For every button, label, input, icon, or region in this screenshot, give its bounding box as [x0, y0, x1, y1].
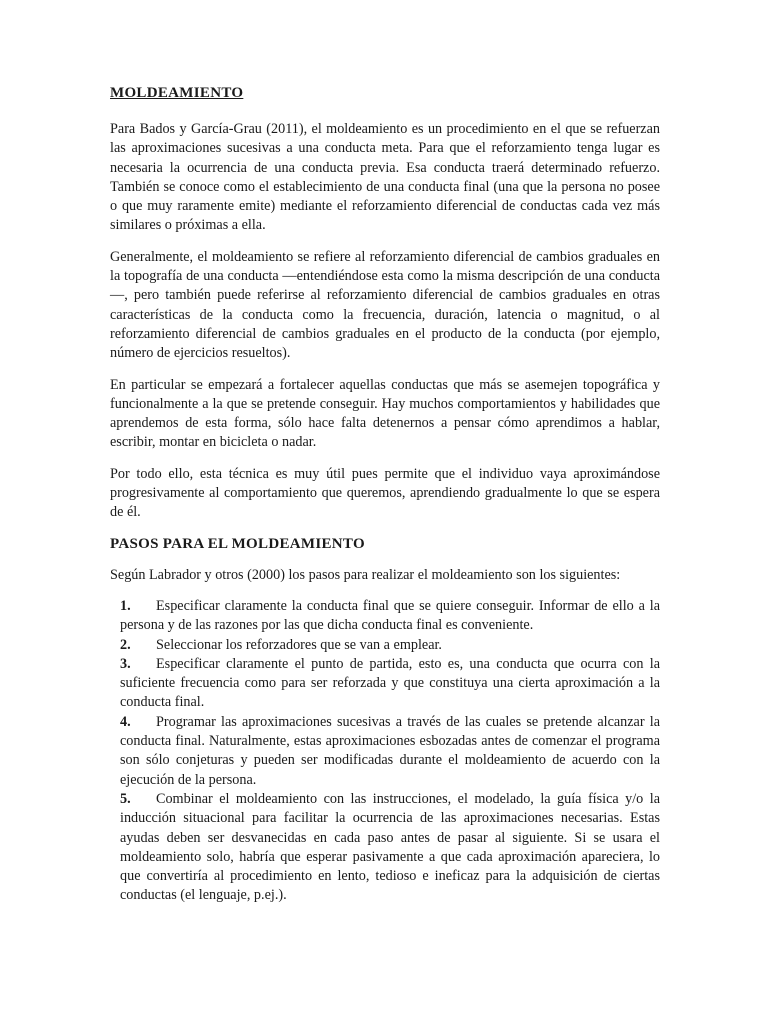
step-number: 1. [120, 597, 131, 614]
step-number: 3. [120, 655, 131, 672]
step-text: Especificar claramente el punto de partida, esto es, una conducta que ocurra con la suficiente frecuencia como para ser reforzada y que constituya una cierta aproximación a la conducta final. [120, 655, 660, 711]
paragraph-2: Generalmente, el moldeamiento se refiere al reforzamiento diferencial de cambios graduales en la topografía de una conducta —entendiéndose esta como la misma descripción de una conducta—, pero también puede referirse al reforzamiento diferencial de cambios graduales en otras características de la conducta como la frecuencia, duración, latencia o magnitud, o al reforzamiento diferencial de cambios graduales en el producto de la conducta (por ejemplo, número de ejercicios resueltos). [110, 248, 660, 362]
paragraph-4: Por todo ello, esta técnica es muy útil pues permite que el individuo vaya aproximándose progresivamente al comportamiento que queremos, aprendiendo gradualmente lo que se espera de él. [110, 465, 660, 521]
step-text: Combinar el moldeamiento con las instrucciones, el modelado, la guía física y/o la inducción situacional para facilitar la ocurrencia de las aproximaciones necesarias. Estas ayudas deben ser desvanecidas en cada paso antes de pasar al siguiente. Si se usara el moldeamiento solo, habría que esperar pasivamente a que cada aproximación apareciera, lo que convertiría al procedimiento en lento, tedioso e ineficaz para la adquisición de ciertas conductas (el lenguaje, p.ej.). [120, 790, 660, 904]
document-title: MOLDEAMIENTO [110, 85, 244, 101]
step-item [120, 636, 660, 655]
step-item [120, 713, 660, 790]
step-item [120, 655, 660, 713]
paragraph-3: En particular se empezará a fortalecer aquellas conductas que más se asemejen topográfica y funcionalmente a la que se pretende conseguir. Hay muchos comportamientos y habilidades que aprendemos de esta forma, sólo hace falta detenernos a pensar cómo aprendimos a hablar, escribir, montar en bicicleta o nadar. [110, 376, 660, 451]
step-text: Especificar claramente la conducta final que se quiere conseguir. Informar de ello a la persona y de las razones por las que dicha conducta final es conveniente. [120, 597, 660, 634]
step-text: Programar las aproximaciones sucesivas a través de las cuales se pretende alcanzar la conducta final. Naturalmente, estas aproximaciones esbozadas antes de comenzar el programa son sólo conjeturas y pueden ser modificadas durante el moldeamiento de acuerdo con la ejecución de la persona. [120, 713, 660, 788]
step-number: 4. [120, 713, 131, 730]
section-intro: Según Labrador y otros (2000) los pasos para realizar el moldeamiento son los siguientes: [110, 566, 621, 583]
section-heading: PASOS PARA EL MOLDEAMIENTO [110, 535, 365, 552]
step-number: 2. [120, 636, 131, 653]
step-number: 5. [120, 790, 131, 807]
step-text: Seleccionar los reforzadores que se van a emplear. [156, 636, 442, 653]
paragraph-1: Para Bados y García-Grau (2011), el moldeamiento es un procedimiento en el que se refuerzan las aproximaciones sucesivas a una conducta meta. Para que el reforzamiento tenga lugar es necesaria la ocurrencia de una conducta previa. Esa conducta traerá determinado refuerzo. También se conoce como el establecimiento de una conducta final (una que la persona no posee o que muy raramente emite) mediante el reforzamiento diferencial de conductas cada vez más similares o próximas a ella. [110, 121, 660, 234]
steps-list [110, 597, 660, 906]
step-item [120, 790, 660, 906]
step-item [120, 597, 660, 636]
